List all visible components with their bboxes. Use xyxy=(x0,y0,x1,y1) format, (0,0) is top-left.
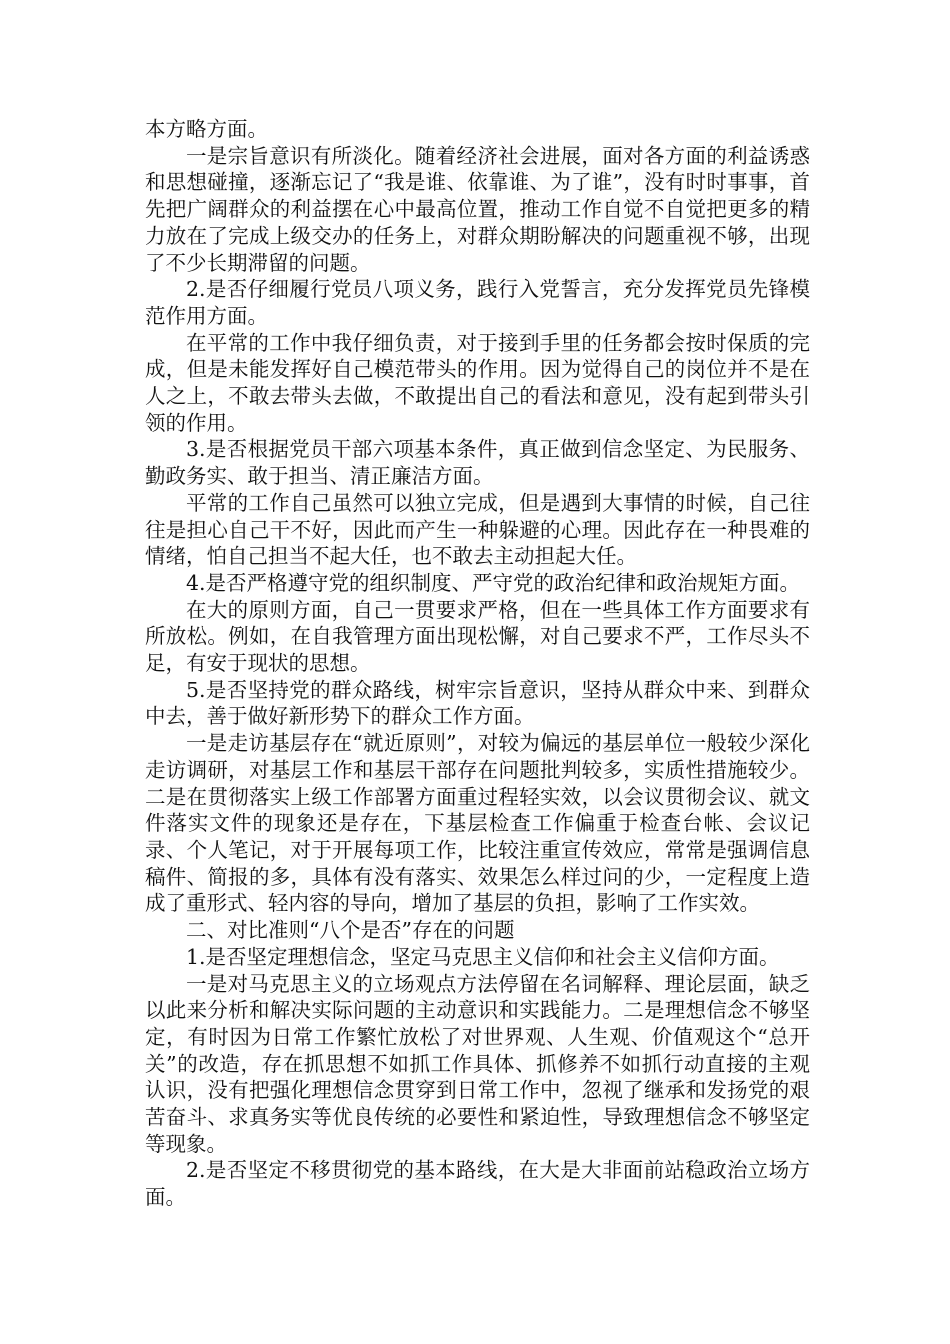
paragraph: 一是宗旨意识有所淡化。随着经济社会进展，面对各方面的利益诱惑和思想碰撞，逐渐忘记了“我是谁、依靠谁、为了谁”，没有时时事事，首先把广阔群众的利益摆在心中最高位置，推动工作自觉不自觉把更多的精力放在了完成上级交办的任务上，对群众期盼解决的问题重视不够，出现了不少长期滞留的问题。 xyxy=(145,143,810,275)
section-heading: 1.是否坚定理想信念，坚定马克思主义信仰和社会主义信仰方面。 xyxy=(186,944,780,969)
document-page xyxy=(145,116,810,1211)
section-heading: 3.是否根据党员干部六项基本条件，真正做到信念坚定、为民服务、勤政务实、敢于担当、清正廉洁方面。 xyxy=(145,437,810,489)
section-heading: 2.是否坚定不移贯彻党的基本路线，在大是大非面前站稳政治立场方面。 xyxy=(145,1158,810,1210)
section-heading: 5.是否坚持党的群众路线，树牢宗旨意识，坚持从群众中来、到群众中去，善于做好新形势下的群众工作方面。 xyxy=(145,677,810,729)
paragraph: 在大的原则方面，自己一贯要求严格，但在一些具体工作方面要求有所放松。例如，在自我管理方面出现松懈，对自己要求不严，工作尽头不足，有安于现状的思想。 xyxy=(145,597,810,676)
chapter-heading: 二、对比准则“八个是否”存在的问题 xyxy=(186,918,515,943)
paragraph: 平常的工作自己虽然可以独立完成，但是遇到大事情的时候，自己往往是担心自己干不好，因此而产生一种躲避的心理。因此存在一种畏难的情绪，怕自己担当不起大任，也不敢去主动担起大任。 xyxy=(145,490,810,569)
paragraph: 一是走访基层存在“就近原则”，对较为偏远的基层单位一般较少深化走访调研，对基层工作和基层干部存在问题批判较多，实质性措施较少。二是在贯彻落实上级工作部署方面重过程轻实效，以会议贯彻会议、就文件落实文件的现象还是存在，下基层检查工作偏重于检查台帐、会议记录、个人笔记，对于开展每项工作，比较注重宣传效应，常常是强调信息稿件、简报的多，具体有没有落实、效果怎么样过问的少，一定程度上造成了重形式、轻内容的导向，增加了基层的负担，影响了工作实效。 xyxy=(145,731,810,916)
paragraph: 在平常的工作中我仔细负责，对于接到手里的任务都会按时保质的完成，但是未能发挥好自己模范带头的作用。因为觉得自己的岗位并不是在人之上，不敢去带头去做，不敢提出自己的看法和意见，没有起到带头引领的作用。 xyxy=(145,330,810,435)
paragraph: 一是对马克思主义的立场观点方法停留在名词解释、理论层面，缺乏以此来分析和解决实际问题的主动意识和实践能力。二是理想信念不够坚定，有时因为日常工作繁忙放松了对世界观、人生观、价值观这个“总开关”的改造，存在抓思想不如抓工作具体、抓修养不如抓行动直接的主观认识，没有把强化理想信念贯穿到日常工作中，忽视了继承和发扬党的艰苦奋斗、求真务实等优良传统的必要性和紧迫性，导致理想信念不够坚定等现象。 xyxy=(145,971,810,1156)
section-heading: 4.是否严格遵守党的组织制度、严守党的政治纪律和政治规矩方面。 xyxy=(186,570,801,595)
paragraph-continued: 本方略方面。 xyxy=(145,117,268,141)
section-heading: 2.是否仔细履行党员八项义务，践行入党誓言，充分发挥党员先锋模范作用方面。 xyxy=(145,277,810,328)
